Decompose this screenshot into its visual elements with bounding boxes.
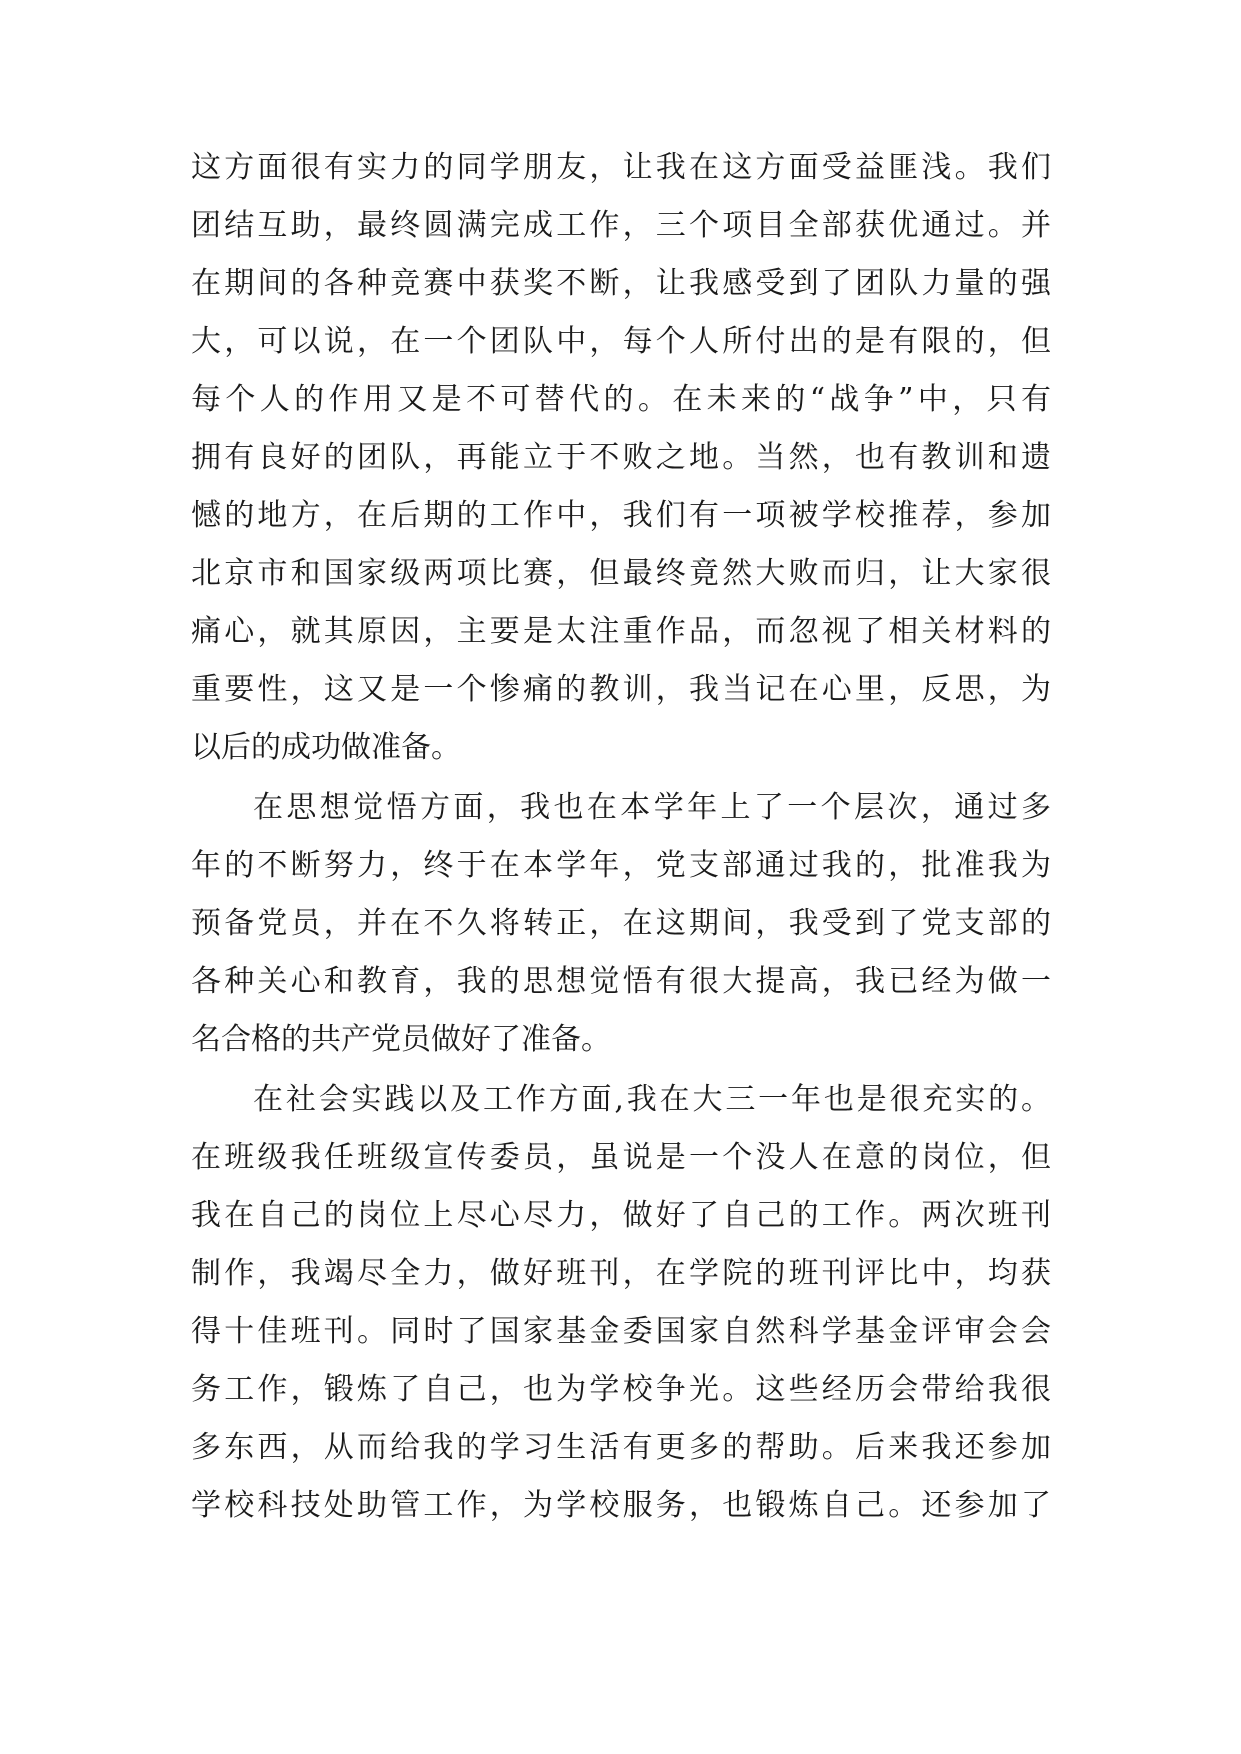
text-line: 制作，我竭尽全力，做好班刊，在学院的班刊评比中，均获 — [191, 1256, 1051, 1291]
text-line: 团结互助，最终圆满完成工作，三个项目全部获优通过。并 — [191, 208, 1051, 243]
paragraph-first-line: 在社会实践以及工作方面,我在大三一年也是很充实的。 — [253, 1082, 1051, 1117]
text-line: 大，可以说，在一个团队中，每个人所付出的是有限的，但 — [191, 324, 1051, 359]
text-line: 在班级我任班级宣传委员，虽说是一个没人在意的岗位，但 — [191, 1140, 1051, 1175]
text-line: 各种关心和教育，我的思想觉悟有很大提高，我已经为做一 — [191, 964, 1051, 999]
text-line: 痛心，就其原因，主要是太注重作品，而忽视了相关材料的 — [191, 614, 1051, 649]
text-line: 憾的地方，在后期的工作中，我们有一项被学校推荐，参加 — [191, 498, 1051, 533]
text-line: 北京市和国家级两项比赛，但最终竟然大败而归，让大家很 — [191, 556, 1051, 591]
text-line: 多东西，从而给我的学习生活有更多的帮助。后来我还参加 — [191, 1430, 1051, 1465]
text-line: 每个人的作用又是不可替代的。在未来的“战争”中，只有 — [191, 382, 1051, 417]
text-line: 名合格的共产党员做好了准备。 — [191, 1022, 611, 1057]
text-line: 得十佳班刊。同时了国家基金委国家自然科学基金评审会会 — [191, 1314, 1051, 1349]
text-line: 在期间的各种竞赛中获奖不断，让我感受到了团队力量的强 — [191, 266, 1051, 301]
text-line: 学校科技处助管工作，为学校服务，也锻炼自己。还参加了 — [191, 1488, 1051, 1523]
text-line: 务工作，锻炼了自己，也为学校争光。这些经历会带给我很 — [191, 1372, 1051, 1407]
text-line: 预备党员，并在不久将转正，在这期间，我受到了党支部的 — [191, 906, 1051, 941]
text-line: 拥有良好的团队，再能立于不败之地。当然，也有教训和遗 — [191, 440, 1051, 475]
text-line: 这方面很有实力的同学朋友，让我在这方面受益匪浅。我们 — [191, 150, 1051, 185]
text-line: 我在自己的岗位上尽心尽力，做好了自己的工作。两次班刊 — [191, 1198, 1051, 1233]
text-line: 年的不断努力，终于在本学年，党支部通过我的，批准我为 — [191, 848, 1051, 883]
paragraph-first-line: 在思想觉悟方面，我也在本学年上了一个层次，通过多 — [253, 790, 1051, 825]
text-line: 以后的成功做准备。 — [191, 730, 461, 765]
text-line: 重要性，这又是一个惨痛的教训，我当记在心里，反思，为 — [191, 672, 1051, 707]
